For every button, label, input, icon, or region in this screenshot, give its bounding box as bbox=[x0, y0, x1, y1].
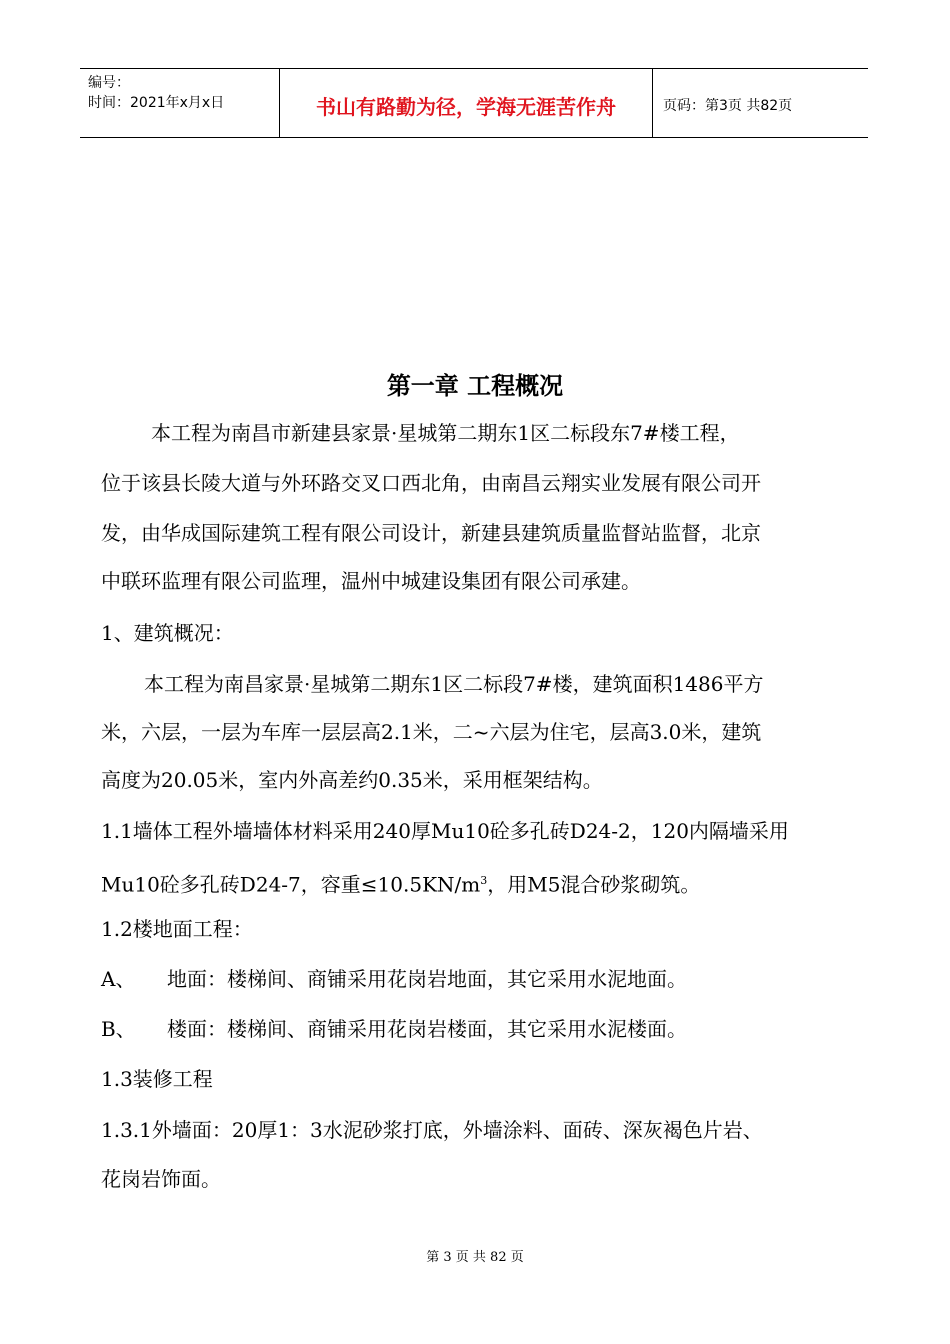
paragraph-line: 本工程为南昌家景·星城第二期东1区二标段7#楼，建筑面积1486平方 bbox=[144, 672, 764, 696]
list-item-text: 楼面：楼梯间、商铺采用花岗岩楼面，其它采用水泥楼面。 bbox=[167, 1017, 687, 1041]
header-motto: 书山有路勤为径，学海无涯苦作舟 bbox=[280, 69, 653, 137]
list-item-label: A、 bbox=[101, 967, 136, 991]
paragraph-line: 发，由华成国际建筑工程有限公司设计，新建县建筑质量监督站监督，北京 bbox=[101, 521, 761, 545]
paragraph-line: 高度为20.05米，室内外高差约0.35米，采用框架结构。 bbox=[101, 768, 603, 792]
paragraph-line: 本工程为南昌市新建县家景·星城第二期东1区二标段东7#楼工程， bbox=[151, 421, 740, 445]
paragraph-line bbox=[101, 856, 851, 910]
page-footer: 第 3 页 共 82 页 bbox=[426, 1250, 524, 1265]
header-meta-cell bbox=[80, 69, 280, 137]
document-time: 时间：2021年x月x日 bbox=[88, 95, 225, 111]
superscript-text: 3 bbox=[480, 874, 488, 887]
chapter-title: 第一章 工程概况 bbox=[386, 372, 564, 400]
section-heading: 1.3装修工程 bbox=[101, 1067, 213, 1091]
list-item-text: 地面：楼梯间、商铺采用花岗岩地面，其它采用水泥地面。 bbox=[167, 967, 687, 991]
paragraph-line: 米，六层，一层为车库一层层高2.1米，二~六层为住宅，层高3.0米，建筑 bbox=[101, 720, 762, 744]
document-header bbox=[80, 68, 868, 138]
section-heading: 1、建筑概况： bbox=[101, 621, 234, 645]
header-page-code: 页码：第3页 共82页 bbox=[663, 98, 793, 114]
paragraph-line: 位于该县长陵大道与外环路交叉口西北角，由南昌云翔实业发展有限公司开 bbox=[101, 471, 761, 495]
paragraph-line: 1.3.1外墙面：20厚1：3水泥砂浆打底，外墙涂料、面砖、深灰褐色片岩、 bbox=[101, 1118, 763, 1142]
paragraph-text: Mu10砼多孔砖D24-7，容重≤10.5KN/m bbox=[101, 872, 481, 897]
paragraph-line: 中联环监理有限公司监理，温州中城建设集团有限公司承建。 bbox=[101, 569, 641, 593]
list-item-label: B、 bbox=[101, 1017, 136, 1041]
list-item bbox=[101, 1005, 851, 1054]
list-item bbox=[101, 955, 851, 1004]
paragraph-line: 1.1墙体工程外墙墙体材料采用240厚Mu10砼多孔砖D24-2，120内隔墙采用 bbox=[101, 819, 789, 843]
paragraph-line: 花岗岩饰面。 bbox=[101, 1167, 221, 1191]
document-number-label: 编号： bbox=[88, 75, 130, 91]
section-heading: 1.2楼地面工程： bbox=[101, 917, 253, 941]
paragraph-text: ，用M5混合砂浆砌筑。 bbox=[487, 872, 701, 897]
